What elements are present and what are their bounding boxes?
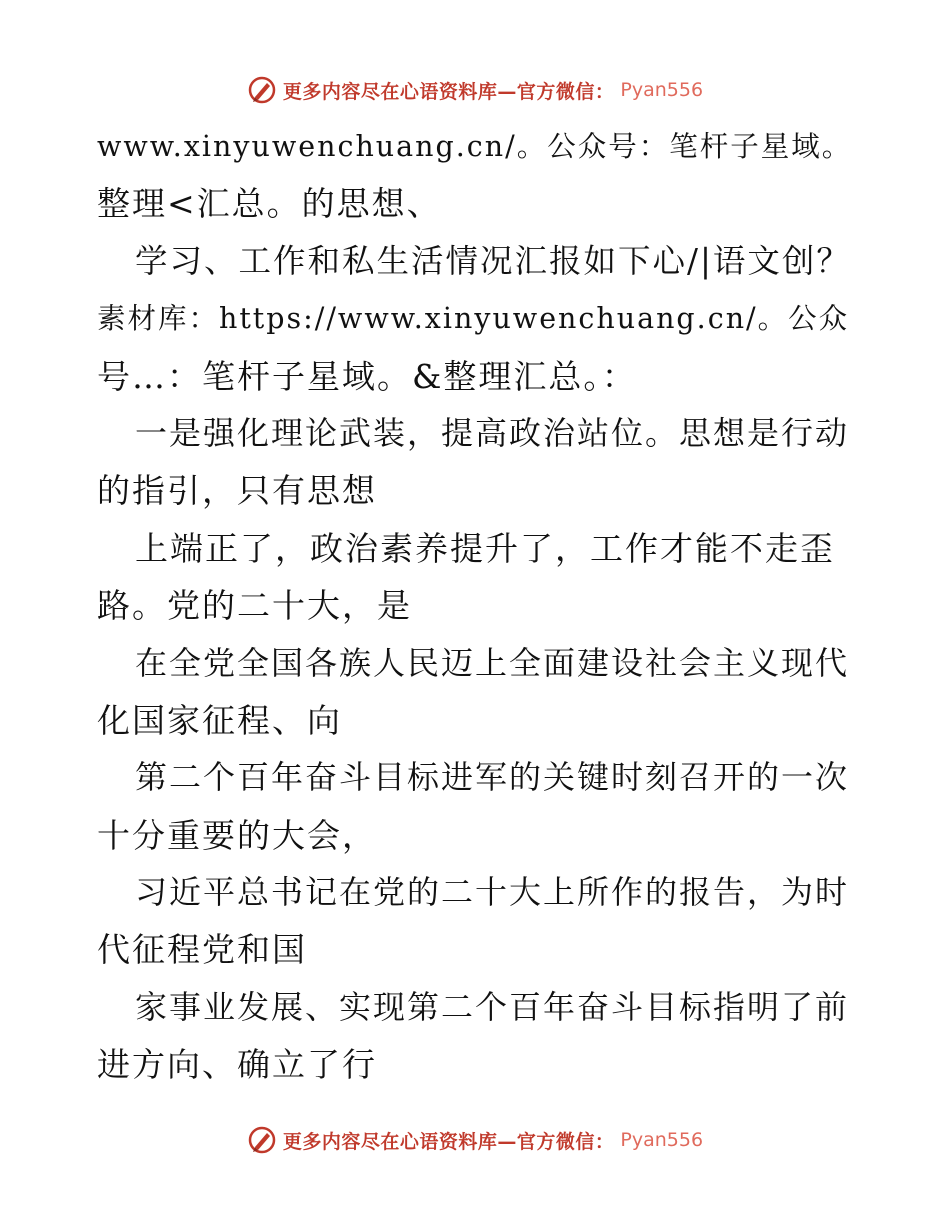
text-line: 一是强化理论武装，提高政治站位。思想是行动 [135,413,850,452]
header-banner-text: 更多内容尽在心语资料库—官方微信： [282,80,615,103]
text-line: 家事业发展、实现第二个百年奋斗目标指明了前 [135,987,850,1026]
text-line: 号…：笔杆子星域。&整理汇总。： [97,356,637,396]
text-line: 化国家征程、向 [97,700,342,740]
text-line: 习近平总书记在党的二十大上所作的报告，为时 [135,873,850,912]
footer-banner-text: 更多内容尽在心语资料库—官方微信： [282,1130,615,1153]
text-line: 整理<汇总。的思想、 [97,184,442,224]
header-wechat-id: Pyan556 [620,79,704,101]
text-line: 的指引，只有思想 [97,471,377,511]
text-line: 进方向、确立了行 [97,1045,377,1085]
pen-logo-icon [247,1125,277,1155]
text-line: 第二个百年奋斗目标进军的关键时刻召开的一次 [135,758,850,797]
header-banner [0,70,950,110]
text-line: 路。党的二十大，是 [97,586,412,626]
text-line: 上端正了，政治素养提升了，工作才能不走歪 [135,528,835,568]
text-line: www.xinyuwenchuang.cn/。公众号：笔杆子星域。 [97,130,853,163]
text-line: 学习、工作和私生活情况汇报如下心/|语文创？ [135,241,851,280]
footer-wechat-id: Pyan556 [620,1129,704,1151]
text-line: 素材库：https://www.xinyuwenchuang.cn/。公众 [97,302,850,336]
document-body [97,118,857,1094]
footer-banner [0,1120,950,1160]
text-line: 在全党全国各族人民迈上全面建设社会主义现代 [135,643,850,682]
text-line: 代征程党和国 [97,930,307,970]
text-line: 十分重要的大会， [97,815,377,855]
pen-logo-icon [247,75,277,105]
